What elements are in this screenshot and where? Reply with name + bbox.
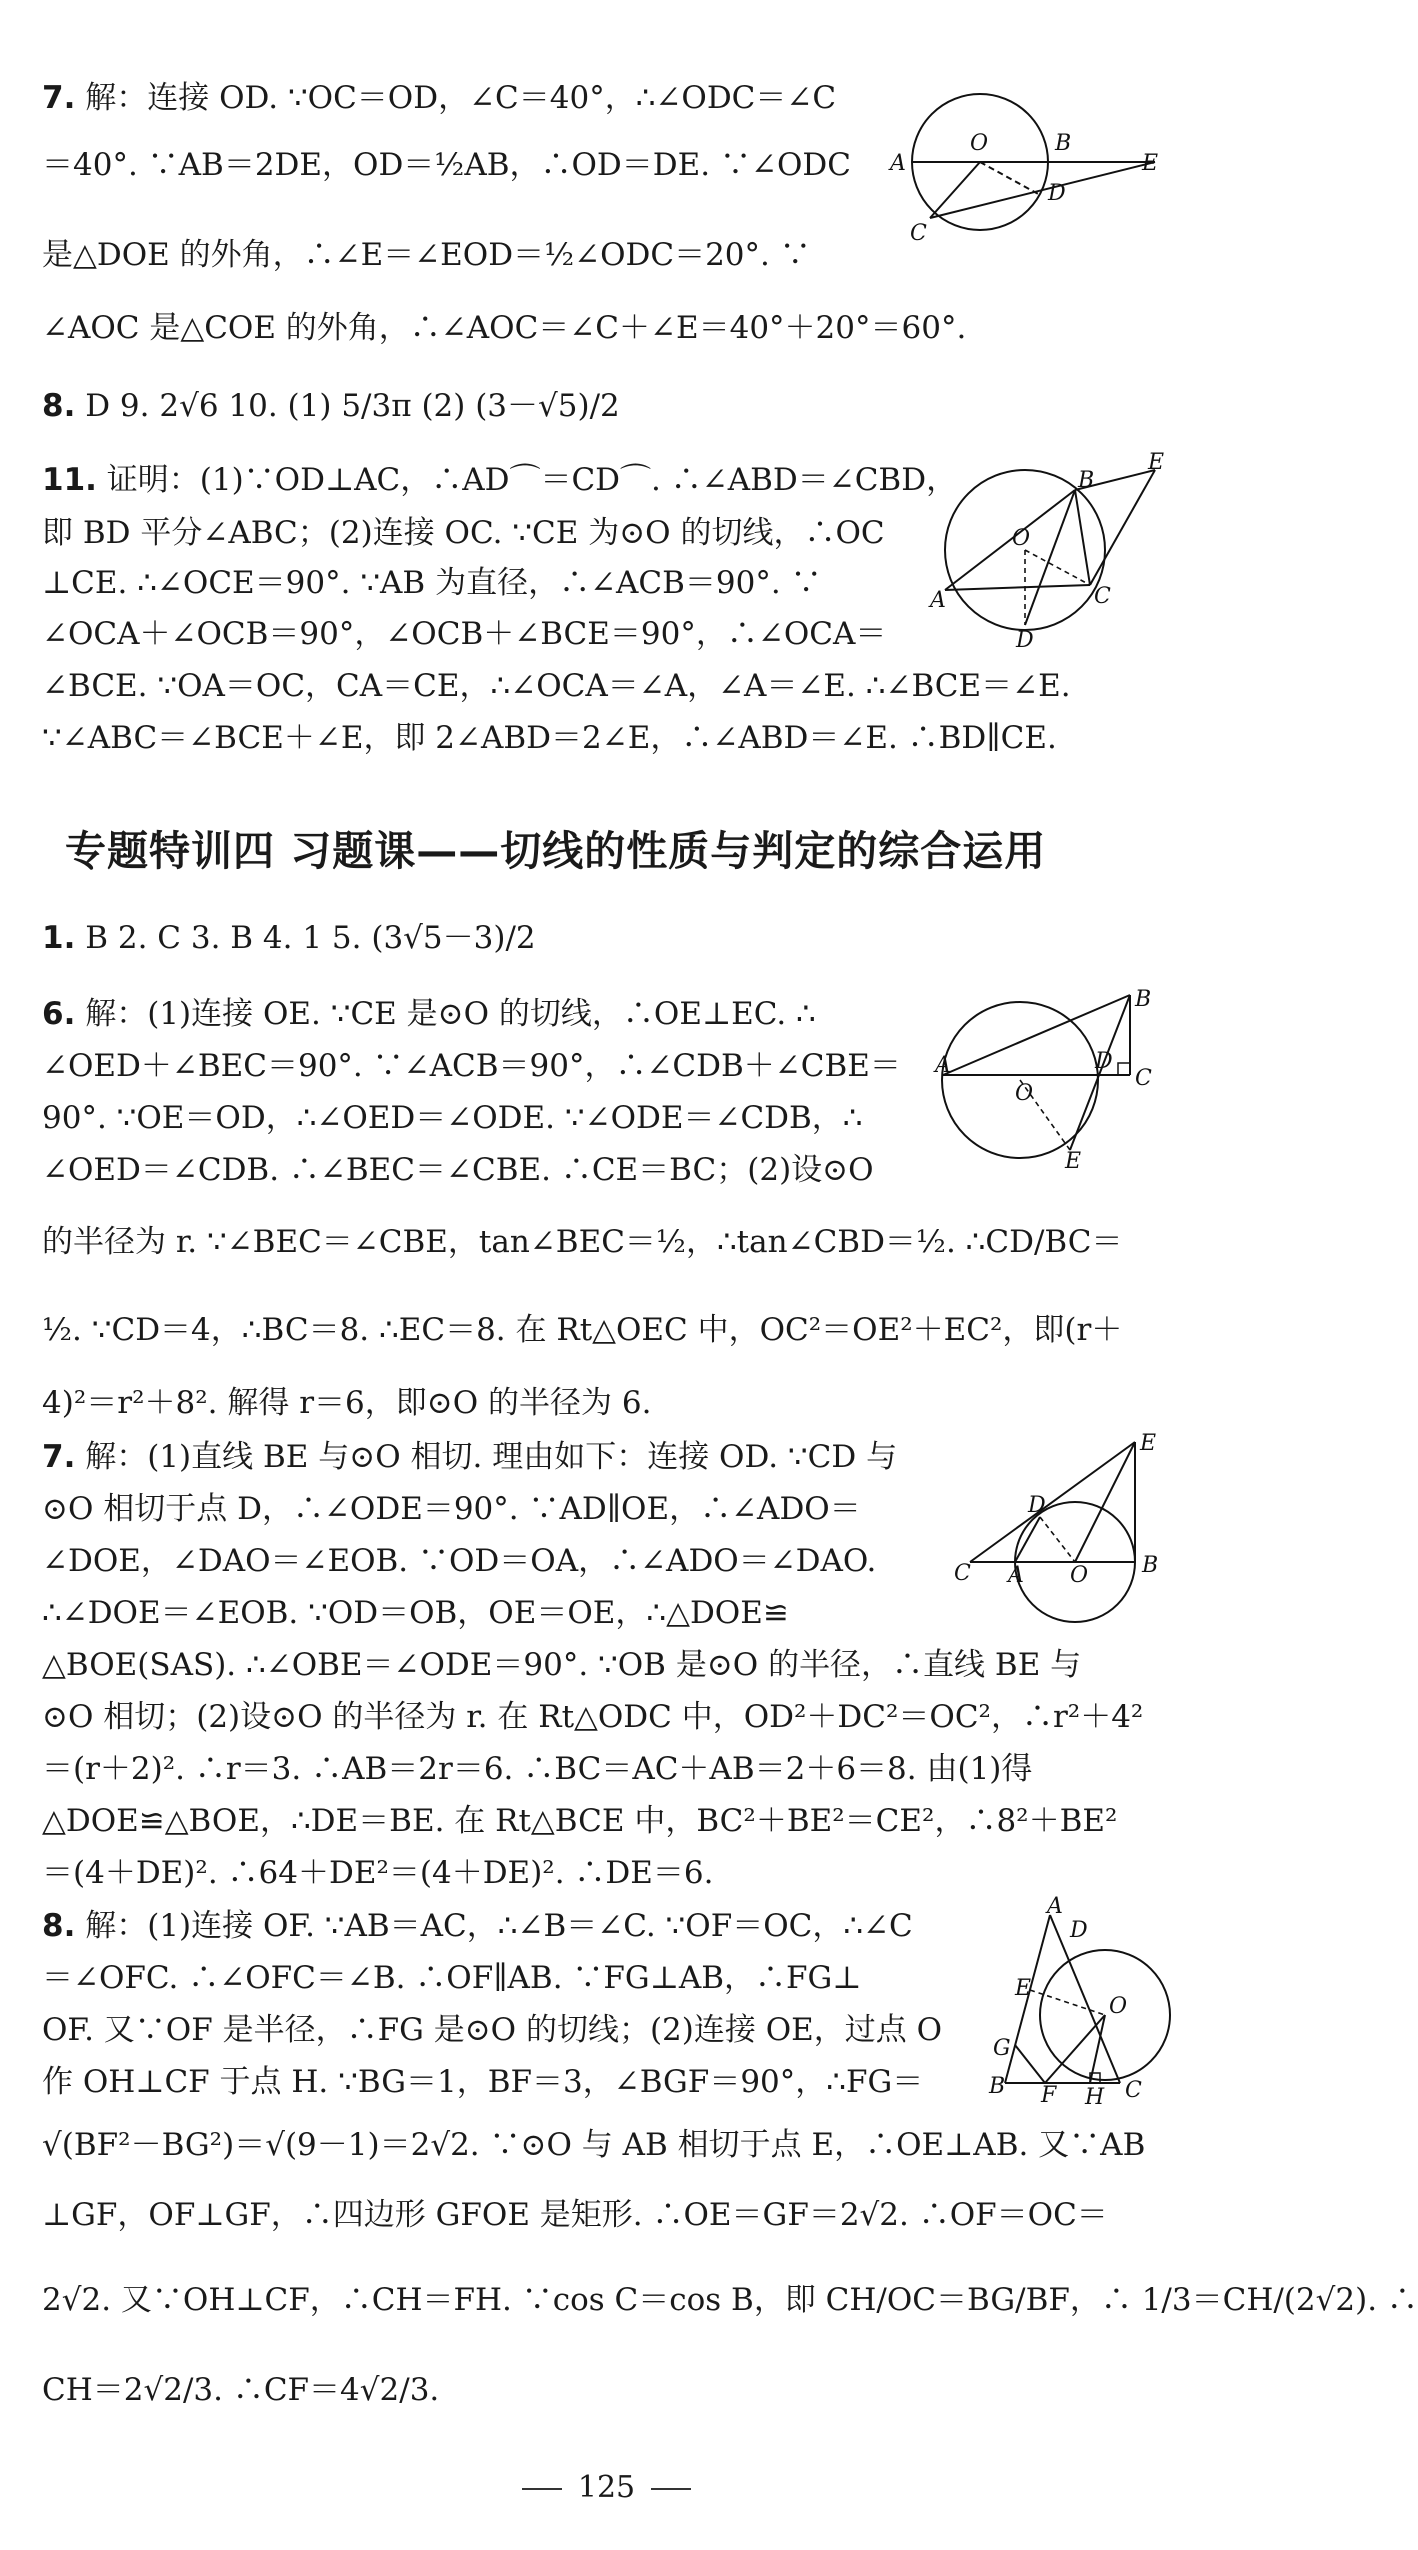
svg-text:C: C (910, 221, 927, 246)
geometry-figure-4 (950, 1432, 1170, 1602)
page-number-dash-right (651, 2488, 691, 2490)
svg-text:E: E (1148, 450, 1165, 475)
question-number: 6. (42, 996, 76, 1032)
geometry-figure-2 (930, 450, 1180, 653)
svg-text:D: D (1028, 1493, 1046, 1518)
svg-text:A: A (935, 1053, 951, 1078)
geometry-figure-5 (985, 1894, 1185, 2110)
answer-text: 解：连接 OD. ∵OC＝OD，∠C＝40°，∴∠ODC＝∠C (75, 80, 837, 116)
svg-text:D: D (1016, 628, 1034, 653)
question-number: 8. (42, 388, 76, 424)
svg-text:A: A (1047, 1894, 1063, 1919)
answer-text: ∠OED＋∠BEC＝90°. ∵∠ACB＝90°，∴∠CDB＋∠CBE＝ (42, 1048, 901, 1084)
svg-text:G: G (993, 2036, 1011, 2061)
answer-text: OF. 又∵OF 是半径，∴FG 是⊙O 的切线；(2)连接 OE，过点 O (42, 2012, 943, 2048)
svg-text:O: O (1015, 1081, 1034, 1106)
svg-text:A: A (930, 588, 946, 613)
question-number: 11. (42, 462, 97, 498)
svg-text:E: E (1140, 1431, 1157, 1456)
question-number: 8. (42, 1908, 76, 1944)
answer-text: ∠BCE. ∵OA＝OC，CA＝CE，∴∠OCA＝∠A，∠A＝∠E. ∴∠BCE＝∠E. (42, 668, 1071, 704)
svg-text:C: C (1094, 584, 1111, 609)
answer-text: B 2. C 3. B 4. 1 5. (3√5－3)/2 (75, 920, 536, 956)
geometry-figure-1 (870, 100, 1170, 250)
answer-text: 是△DOE 的外角，∴∠E＝∠EOD＝½∠ODC＝20°. ∵ (42, 237, 811, 273)
answer-text: ∠OED＝∠CDB. ∴∠BEC＝∠CBE. ∴CE＝BC；(2)设⊙O (42, 1152, 874, 1188)
answer-text: √(BF²－BG²)＝√(9－1)＝2√2. ∵⊙O 与 AB 相切于点 E，∴OE⊥AB. 又∵AB (42, 2127, 1146, 2163)
answer-text: D 9. 2√6 10. (1) 5/3π (2) (3－√5)/2 (75, 388, 620, 424)
answer-text: △BOE(SAS). ∴∠OBE＝∠ODE＝90°. ∵OB 是⊙O 的半径，∴直线 BE 与 (42, 1647, 1082, 1683)
svg-text:H: H (1085, 2085, 1105, 2110)
svg-text:A: A (890, 151, 906, 176)
page-number-text: 125 (577, 2470, 636, 2505)
svg-text:C: C (1125, 2078, 1142, 2103)
answer-text: ⊥GF，OF⊥GF，∴四边形 GFOE 是矩形. ∴OE＝GF＝2√2. ∴OF＝OC＝ (42, 2197, 1108, 2233)
answer-text: ∠OCA＋∠OCB＝90°，∠OCB＋∠BCE＝90°，∴∠OCA＝ (42, 616, 887, 652)
svg-text:O: O (1012, 526, 1031, 551)
answer-text: 解：(1)连接 OF. ∵AB＝AC，∴∠B＝∠C. ∵OF＝OC，∴∠C (75, 1908, 913, 1944)
svg-text:B: B (1078, 468, 1095, 493)
geometry-figure-3 (935, 987, 1175, 1174)
svg-text:B: B (1142, 1553, 1159, 1578)
svg-text:F: F (1041, 2083, 1057, 2108)
svg-text:D: D (1070, 1918, 1088, 1943)
svg-text:A: A (1008, 1563, 1024, 1588)
svg-text:O: O (1109, 1994, 1128, 2019)
svg-text:O: O (1070, 1563, 1089, 1588)
answer-text: ∴∠DOE＝∠EOB. ∵OD＝OB，OE＝OE，∴△DOE≌ (42, 1595, 789, 1631)
answer-text: 2√2. 又∵OH⊥CF，∴CH＝FH. ∵cos C＝cos B，即 CH/OC＝BG/BF，∴ 1/3＝CH/(2√2). ∴ (42, 2282, 1418, 2318)
answer-text: ∠AOC 是△COE 的外角，∴∠AOC＝∠C＋∠E＝40°＋20°＝60°. (42, 310, 967, 346)
svg-text:E: E (1142, 151, 1159, 176)
answer-text: ½. ∵CD＝4，∴BC＝8. ∴EC＝8. 在 Rt△OEC 中，OC²＝OE²＋EC²，即(r＋ (42, 1312, 1123, 1348)
page-number (0, 2470, 1213, 2505)
question-number: 1. (42, 920, 76, 956)
answer-text: ∠DOE，∠DAO＝∠EOB. ∵OD＝OA，∴∠ADO＝∠DAO. (42, 1543, 877, 1579)
svg-text:O: O (970, 131, 989, 156)
svg-text:D: D (1095, 1049, 1113, 1074)
svg-text:B: B (1135, 987, 1152, 1012)
answer-text: △DOE≌△BOE，∴DE＝BE. 在 Rt△BCE 中，BC²＋BE²＝CE²，∴8²＋BE² (42, 1803, 1118, 1839)
answer-text: 解：(1)直线 BE 与⊙O 相切. 理由如下：连接 OD. ∵CD 与 (75, 1439, 898, 1475)
question-number: 7. (42, 80, 76, 116)
answer-text: ＝(4＋DE)². ∴64＋DE²＝(4＋DE)². ∴DE＝6. (42, 1855, 714, 1891)
svg-text:E: E (1065, 1149, 1082, 1174)
answer-text: 90°. ∵OE＝OD，∴∠OED＝∠ODE. ∵∠ODE＝∠CDB，∴ (42, 1100, 863, 1136)
svg-text:C: C (1135, 1066, 1152, 1091)
answer-text: 解：(1)连接 OE. ∵CE 是⊙O 的切线，∴OE⊥EC. ∴ (75, 996, 816, 1032)
answer-text: ＝(r＋2)². ∴r＝3. ∴AB＝2r＝6. ∴BC＝AC＋AB＝2＋6＝8. 由(1)得 (42, 1751, 1033, 1787)
svg-text:B: B (1055, 131, 1072, 156)
answer-text: ＝∠OFC. ∴∠OFC＝∠B. ∴OF∥AB. ∵FG⊥AB，∴FG⊥ (42, 1960, 862, 1996)
page-number-dash-left (522, 2488, 562, 2490)
answer-text: CH＝2√2/3. ∴CF＝4√2/3. (42, 2372, 440, 2408)
svg-text:B: B (989, 2074, 1006, 2099)
svg-text:D: D (1048, 181, 1066, 206)
section-title: 专题特训四 习题课——切线的性质与判定的综合运用 (65, 827, 1047, 875)
answer-text: 4)²＝r²＋8². 解得 r＝6，即⊙O 的半径为 6. (42, 1385, 652, 1421)
answer-text: ⊥CE. ∴∠OCE＝90°. ∵AB 为直径，∴∠ACB＝90°. ∵ (42, 565, 822, 601)
answer-text: 作 OH⊥CF 于点 H. ∵BG＝1，BF＝3，∠BGF＝90°，∴FG＝ (42, 2064, 924, 2100)
svg-text:E: E (1015, 1976, 1032, 2001)
answer-text: 即 BD 平分∠ABC；(2)连接 OC. ∵CE 为⊙O 的切线，∴OC (42, 515, 885, 551)
answer-text: ∵∠ABC＝∠BCE＋∠E，即 2∠ABD＝2∠E，∴∠ABD＝∠E. ∴BD∥CE. (42, 720, 1057, 756)
answer-text: ⊙O 相切；(2)设⊙O 的半径为 r. 在 Rt△ODC 中，OD²＋DC²＝OC²，∴r²＋4² (42, 1699, 1144, 1735)
question-number: 7. (42, 1439, 76, 1475)
answer-text: ＝40°. ∵AB＝2DE，OD＝½AB，∴OD＝DE. ∵∠ODC (42, 147, 851, 183)
svg-text:C: C (954, 1561, 971, 1586)
answer-text: 的半径为 r. ∵∠BEC＝∠CBE，tan∠BEC＝½，∴tan∠CBD＝½. ∴CD/BC＝ (42, 1224, 1123, 1260)
answer-text: ⊙O 相切于点 D，∴∠ODE＝90°. ∵AD∥OE，∴∠ADO＝ (42, 1491, 861, 1527)
answer-text: 证明：(1)∵OD⊥AC，∴AD⌒＝CD⌒. ∴∠ABD＝∠CBD， (96, 462, 958, 498)
